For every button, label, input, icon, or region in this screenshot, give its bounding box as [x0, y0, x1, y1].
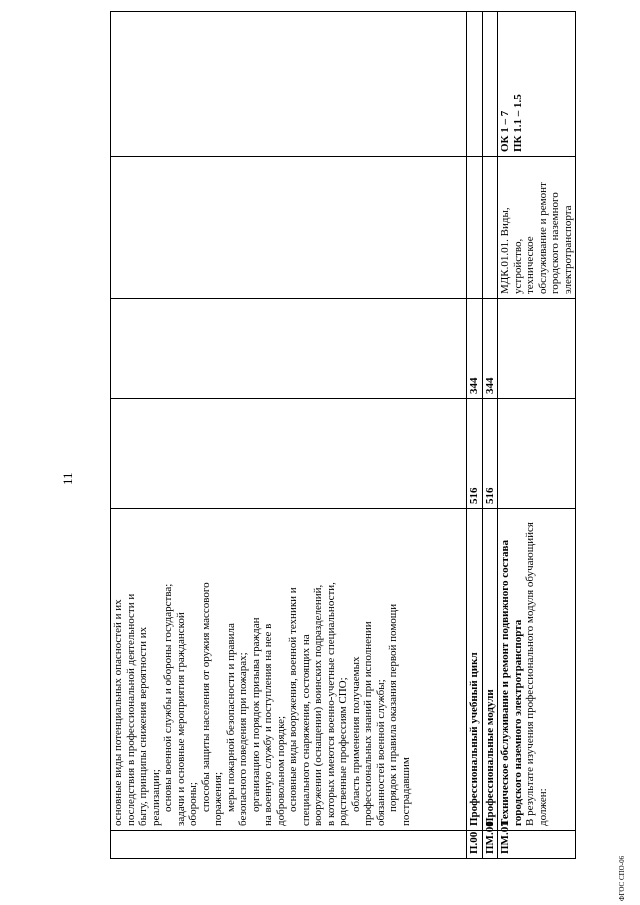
table-row-content: [111, 12, 467, 859]
table-row-pm01: [498, 12, 576, 859]
pm01-intro: В результате изучения профессионального модуля обучающийся должен:: [524, 522, 549, 826]
row-total-hours: 516: [467, 399, 483, 509]
pm01-mdk: МДК.01.01. Виды, устройство, техническое обслуживание и ремонт городского наземного электротранспорта: [498, 157, 576, 299]
content-cell: основные виды потенциальных опасностей и их последствия в профессиональной деятельности и быту, принципы снижения вероятности их реализации; основы военной службы и обороны государства; задачи и основные мероприятия гражданской обороны; способы защиты населения от оружия массового поражения; меры пожарной безопасности и правила безопасного поведения при пожарах; организацию и порядок призыва граждан на военную службу и поступления на нее в добровольном порядке; основные виды вооружения, военной техники и специального снаряжения, состоящих на вооружении (оснащении) воинских подразделений, в которых имеются военно-учетные специальности, родственные профессиям СПО; область применения получаемых профессиональных знаний при исполнении обязанностей военной службы; порядок и правила оказания первой помощи пострадавшим: [111, 509, 467, 831]
row-total-hours: 516: [482, 399, 498, 509]
pm01-competences: ОК 1 – 7 ПК 1.1 – 1.5: [498, 12, 576, 157]
pm01-title: Техническое обслуживание и ремонт подвижного состава городского наземного электротранспорта: [499, 540, 524, 826]
footer-label: ФГОС СПО-06: [618, 855, 626, 901]
curriculum-table: [110, 11, 576, 859]
row-title: Профессиональные модули: [482, 509, 498, 831]
table-row-p00: [467, 12, 483, 859]
row-mandatory-hours: 344: [482, 299, 498, 399]
pm01-description: [498, 509, 576, 831]
row-index: ПМ.00: [482, 831, 498, 859]
row-title: Профессиональный учебный цикл: [467, 509, 483, 831]
row-index: П.00: [467, 831, 483, 859]
page-number: 11: [60, 472, 75, 485]
row-index: ПМ.01: [498, 831, 576, 859]
row-mandatory-hours: 344: [467, 299, 483, 399]
table-row-pm00: [482, 12, 498, 859]
